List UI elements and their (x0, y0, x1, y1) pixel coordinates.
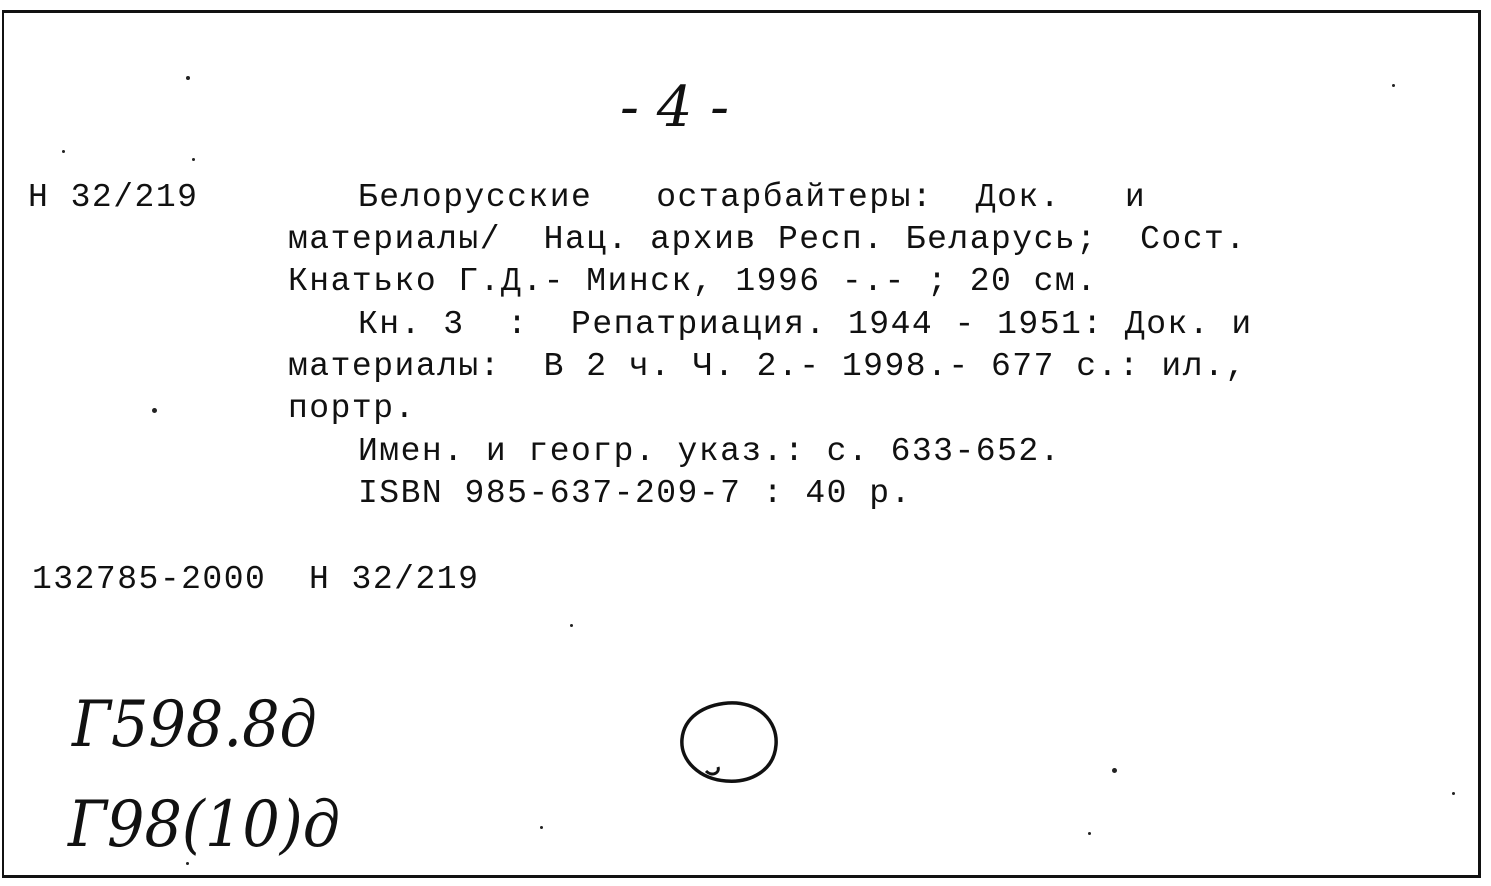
speck (1088, 832, 1091, 835)
entry-line: Кн. 3 : Репатриация. 1944 - 1951: Док. и (358, 306, 1253, 343)
speck (62, 150, 65, 153)
speck (186, 862, 189, 865)
speck (152, 408, 157, 413)
speck (540, 826, 543, 829)
accession-number: 132785-2000 Н 32/219 (32, 561, 480, 598)
entry-line: материалы/ Нац. архив Респ. Беларусь; Сост. (288, 221, 1247, 258)
speck (1392, 84, 1395, 87)
speck (570, 624, 573, 627)
entry-line: Имен. и геогр. указ.: с. 633-652. (358, 433, 1062, 470)
handwritten-code: Г98(10)д (68, 788, 341, 862)
shelf-mark: Н 32/219 (28, 179, 199, 216)
circle-stamp (670, 695, 790, 795)
page-number: - 4 - (620, 75, 730, 140)
entry-line: портр. (288, 390, 416, 427)
speck (192, 158, 195, 161)
entry-line: Кнатько Г.Д.- Минск, 1996 -.- ; 20 см. (288, 263, 1098, 300)
speck (1112, 768, 1117, 773)
handwritten-code: Г598.8д (72, 688, 317, 762)
entry-line: материалы: В 2 ч. Ч. 2.- 1998.- 677 с.: ил., (288, 348, 1247, 385)
speck (1452, 792, 1455, 795)
speck (186, 76, 190, 80)
entry-line: Белорусские остарбайтеры: Док. и (358, 179, 1147, 216)
entry-line: ISBN 985-637-209-7 : 40 р. (358, 475, 912, 512)
